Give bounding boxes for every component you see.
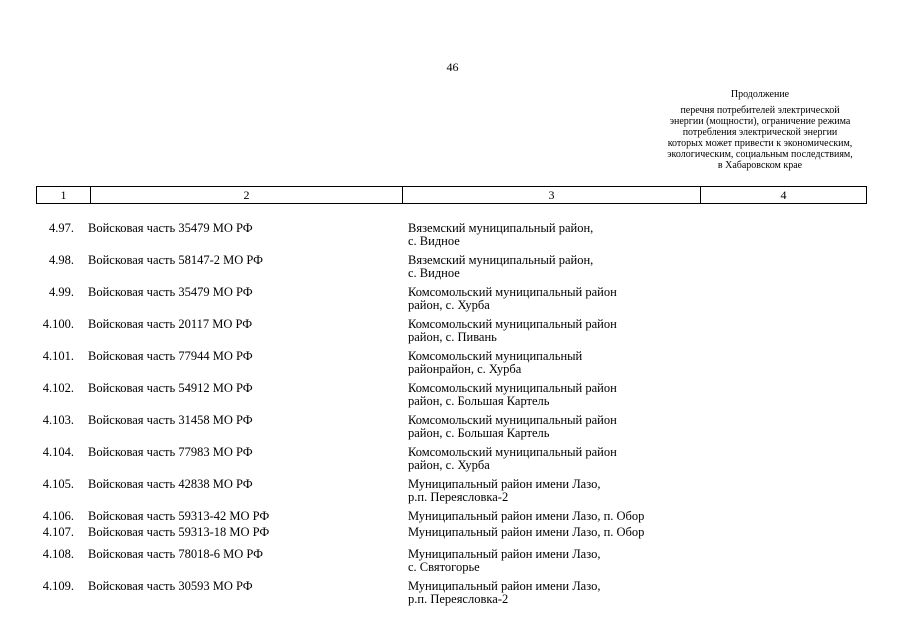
table-row — [36, 254, 866, 280]
consumer-name: Войсковая часть 35479 МО РФ — [88, 221, 253, 235]
table-row — [36, 446, 866, 472]
row-number: 4.99. — [49, 285, 74, 299]
column-4-cell — [696, 414, 866, 440]
location-line-1: Комсомольский муниципальный район — [408, 413, 617, 427]
page-number-text: 46 — [446, 60, 459, 74]
location-line-1: Муниципальный район имени Лазо, — [408, 477, 601, 491]
consumer-name: Войсковая часть 42838 МО РФ — [88, 477, 253, 491]
column-number-4: 4 — [701, 187, 867, 204]
column-4-cell — [696, 222, 866, 248]
heading-line: экологическим, социальным последствиям, — [667, 149, 853, 160]
document-heading — [630, 89, 890, 171]
column-number-2: 2 — [91, 187, 403, 204]
consumer-location — [396, 222, 696, 248]
row-number: 4.102. — [42, 381, 74, 395]
heading-lines — [630, 105, 890, 171]
table-row — [36, 414, 866, 440]
consumer-location — [396, 414, 696, 440]
column-4-cell — [696, 478, 866, 504]
table-row — [36, 580, 866, 606]
location-line-2: район, с. Большая Картель — [408, 426, 550, 440]
consumer-location — [396, 318, 696, 344]
table-row — [36, 222, 866, 248]
location-line-2: район, с. Хурба — [408, 458, 490, 472]
consumer-name: Войсковая часть 30593 МО РФ — [88, 579, 253, 593]
consumer-name: Войсковая часть 77983 МО РФ — [88, 445, 253, 459]
consumer-location — [396, 526, 696, 539]
column-number-1: 1 — [37, 187, 91, 204]
location-line-2: с. Видное — [408, 234, 460, 248]
column-number-3: 3 — [403, 187, 701, 204]
location-line-2: р.п. Переясловка-2 — [408, 490, 509, 504]
row-number: 4.109. — [42, 579, 74, 593]
location-line-1: Комсомольский муниципальный район — [408, 317, 617, 331]
page-number — [0, 60, 905, 75]
location-line-1: Вяземский муниципальный район, — [408, 221, 594, 235]
column-number-header — [36, 186, 867, 204]
consumer-name: Войсковая часть 31458 МО РФ — [88, 413, 253, 427]
heading-title: Продолжение — [730, 89, 790, 100]
row-number: 4.106. — [42, 509, 74, 523]
consumer-location — [396, 478, 696, 504]
column-4-cell — [696, 446, 866, 472]
table-row — [36, 478, 866, 504]
column-4-cell — [696, 382, 866, 408]
location-line-1: Комсомольский муниципальный район — [408, 445, 617, 459]
location-line-1: Комсомольский муниципальный — [408, 349, 583, 363]
consumer-name: Войсковая часть 78018-6 МО РФ — [88, 547, 264, 561]
row-number: 4.98. — [49, 253, 74, 267]
row-number: 4.105. — [42, 477, 74, 491]
row-number: 4.100. — [42, 317, 74, 331]
consumer-name: Войсковая часть 35479 МО РФ — [88, 285, 253, 299]
consumer-location — [396, 350, 696, 376]
row-number: 4.101. — [42, 349, 74, 363]
column-4-cell — [696, 526, 866, 539]
table-row — [36, 510, 866, 523]
consumer-name: Войсковая часть 59313-42 МО РФ — [88, 509, 270, 523]
consumer-location — [396, 510, 696, 523]
heading-line: в Хабаровском крае — [717, 160, 803, 171]
table-row — [36, 318, 866, 344]
location-line-1: Комсомольский муниципальный район — [408, 285, 617, 299]
location-line-1: Муниципальный район имени Лазо, — [408, 547, 601, 561]
location-line-1: Вяземский муниципальный район, — [408, 253, 594, 267]
location-line-2: р.п. Переясловка-2 — [408, 592, 509, 606]
location-line-1: Муниципальный район имени Лазо, — [408, 579, 601, 593]
row-number: 4.107. — [42, 525, 74, 539]
consumer-location — [396, 548, 696, 574]
column-4-cell — [696, 286, 866, 312]
table-row — [36, 350, 866, 376]
row-number: 4.103. — [42, 413, 74, 427]
heading-line: которых может привести к экономическим, — [667, 138, 853, 149]
location-line-2: районрайон, с. Хурба — [408, 362, 522, 376]
column-4-cell — [696, 580, 866, 606]
location-line-1: Комсомольский муниципальный район — [408, 381, 617, 395]
consumer-location — [396, 580, 696, 606]
column-4-cell — [696, 350, 866, 376]
row-number: 4.97. — [49, 221, 74, 235]
location-line-1: Муниципальный район имени Лазо, п. Обор — [408, 525, 645, 539]
heading-line: потребления электрической энергии — [682, 127, 838, 138]
column-4-cell — [696, 254, 866, 280]
table-row — [36, 286, 866, 312]
heading-line: перечня потребителей электрической — [680, 105, 840, 116]
consumer-name: Войсковая часть 20117 МО РФ — [88, 317, 253, 331]
consumer-location — [396, 286, 696, 312]
location-line-2: с. Видное — [408, 266, 460, 280]
consumers-table — [36, 186, 866, 606]
location-line-2: район, с. Большая Картель — [408, 394, 550, 408]
table-row — [36, 526, 866, 539]
consumer-name: Войсковая часть 58147-2 МО РФ — [88, 253, 264, 267]
column-4-cell — [696, 318, 866, 344]
column-4-cell — [696, 548, 866, 574]
table-row — [36, 382, 866, 408]
column-4-cell — [696, 510, 866, 523]
consumer-name: Войсковая часть 54912 МО РФ — [88, 381, 253, 395]
location-line-2: район, с. Хурба — [408, 298, 490, 312]
row-number: 4.104. — [42, 445, 74, 459]
location-line-2: с. Святогорье — [408, 560, 480, 574]
consumer-location — [396, 382, 696, 408]
consumer-name: Войсковая часть 77944 МО РФ — [88, 349, 253, 363]
consumer-location — [396, 254, 696, 280]
heading-line: энергии (мощности), ограничение режима — [669, 116, 851, 127]
location-line-2: район, с. Пивань — [408, 330, 497, 344]
consumer-name: Войсковая часть 59313-18 МО РФ — [88, 525, 270, 539]
row-number: 4.108. — [42, 547, 74, 561]
location-line-1: Муниципальный район имени Лазо, п. Обор — [408, 509, 645, 523]
consumer-location — [396, 446, 696, 472]
table-row — [36, 548, 866, 574]
